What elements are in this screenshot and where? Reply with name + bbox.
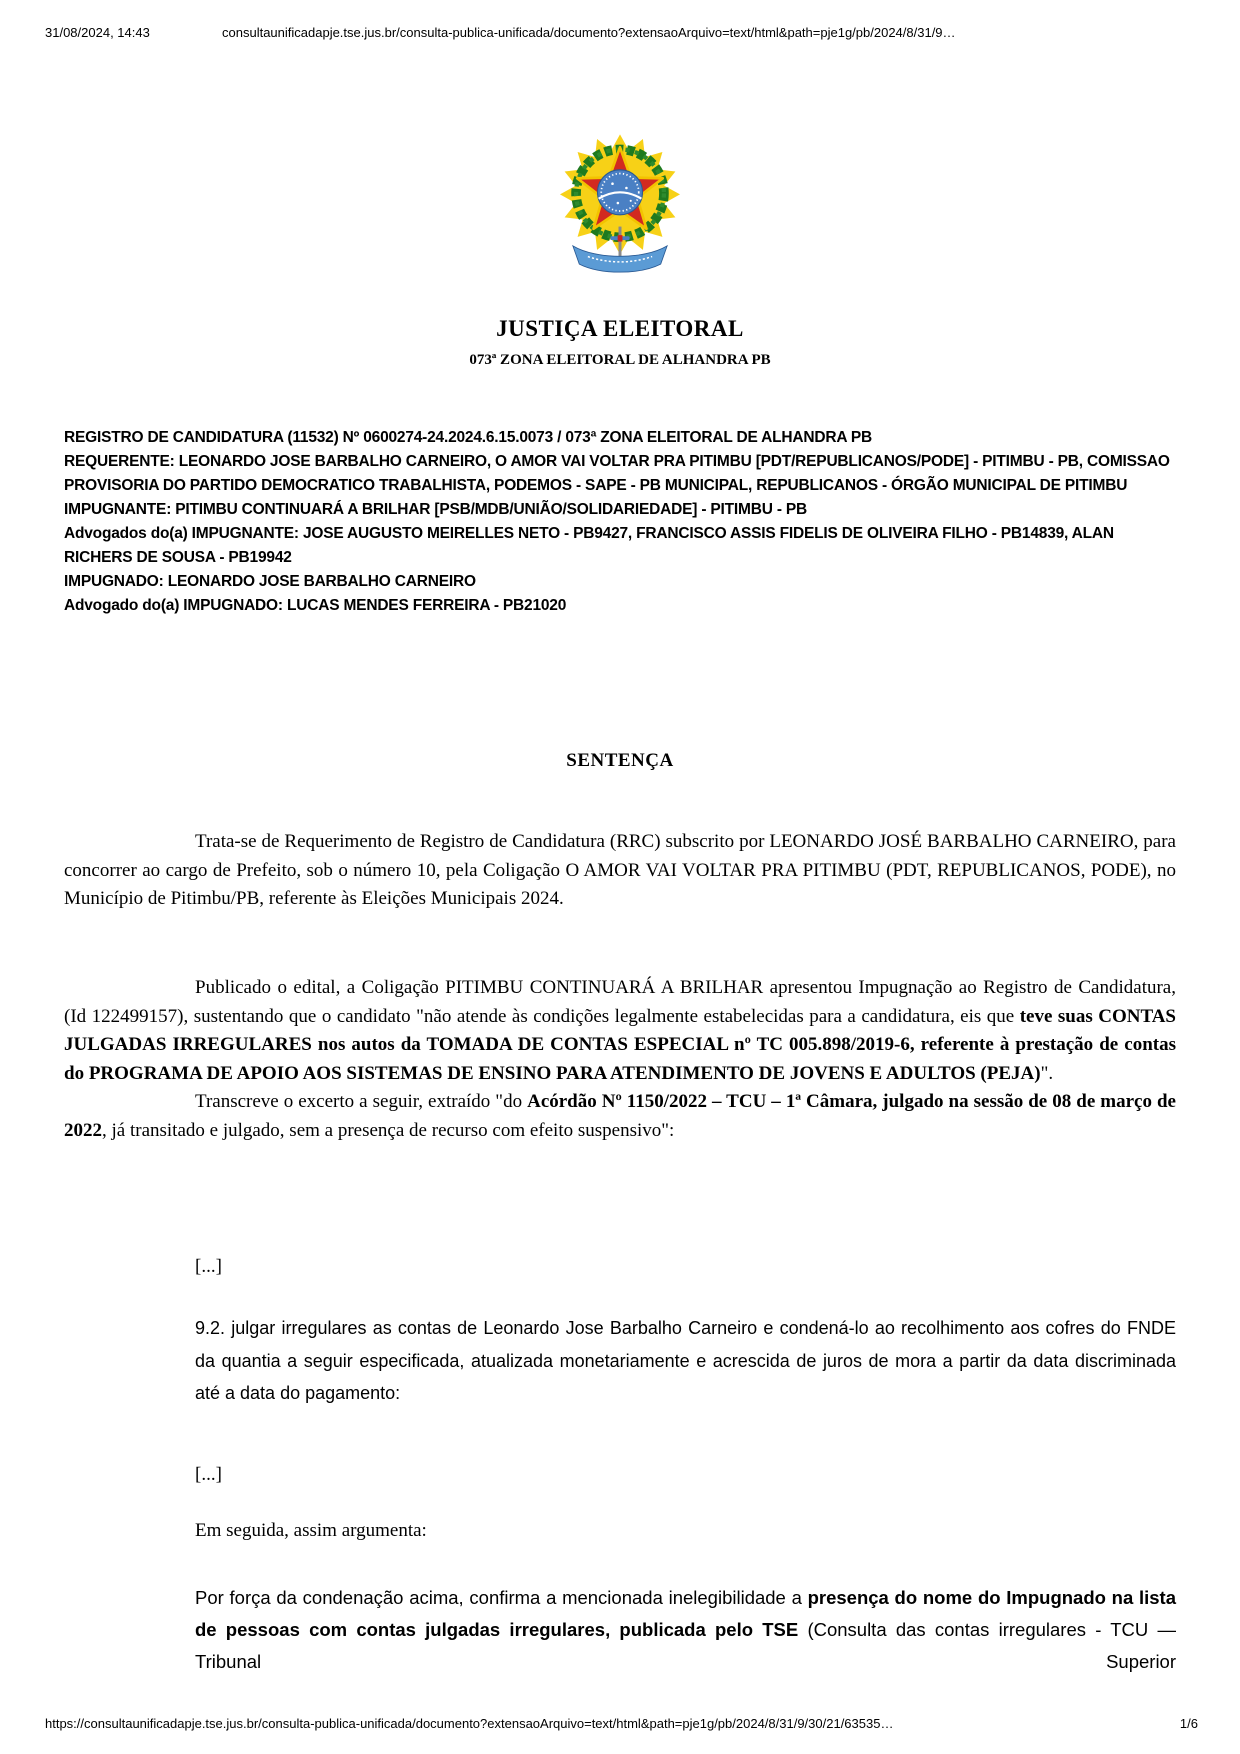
- case-line-requerente: REQUERENTE: LEONARDO JOSE BARBALHO CARNEIRO, O AMOR VAI VOLTAR PRA PITIMBU [PDT/REPUBLICANOS/PODE] - PITIMBU - PB, COMISSAO PROVISORIA DO PARTIDO DEMOCRATICO TRABALHISTA, PODEMOS - SAPE - PB MUNICIPAL, REPUBLICANOS - ÓRGÃO MUNICIPAL DE PITIMBU: [64, 453, 1170, 494]
- case-header-block: [64, 426, 1176, 618]
- paragraph-trata-se: Trata-se de Requerimento de Registro de Candidatura (RRC) subscrito por LEONARDO JOSÉ BARBALHO CARNEIRO, para concorrer ao cargo de Prefeito, sob o número 10, pela Coligação O AMOR VAI VOLTAR PRA PITIMBU (PDT, REPUBLICANOS, PODE), no Município de Pitimbu/PB, referente às Eleições Municipais 2024.: [64, 831, 1176, 909]
- case-line-advogados-impugnante: Advogados do(a) IMPUGNANTE: JOSE AUGUSTO MEIRELLES NETO - PB9427, FRANCISCO ASSIS FIDELIS DE OLIVEIRA FILHO - PB14839, ALAN RICHERS DE SOUSA - PB19942: [64, 525, 1114, 566]
- paragraph-em-seguida: Em seguida, assim argumenta:: [195, 1520, 427, 1541]
- print-header-datetime: 31/08/2024, 14:43: [45, 25, 150, 40]
- print-header-url: consultaunificadapje.tse.jus.br/consulta-publica-unificada/documento?extensaoArquivo=text/html&path=pje1g/pb/2024/8/31/9…: [222, 25, 956, 40]
- paragraph-group-impugnacao: [64, 974, 1176, 1145]
- print-footer: [45, 1716, 1198, 1731]
- paragraph-por-forca: Por força da condenação acima, confirma a mencionada inelegibilidade a presença do nome do Impugnado na lista de pessoas com contas julgadas irregulares, publicada pelo TSE (Consulta das contas irregulares - TCU — Tribunal Superior: [195, 1587, 1177, 1672]
- justice-title: JUSTIÇA ELEITORAL: [496, 316, 744, 341]
- ellipsis-marker-1: [...]: [195, 1256, 222, 1277]
- case-line-processo: REGISTRO DE CANDIDATURA (11532) Nº 0600274-24.2024.6.15.0073 / 073ª ZONA ELEITORAL DE ALHANDRA PB: [64, 429, 873, 446]
- section-title-sentenca: SENTENÇA: [566, 750, 674, 771]
- electoral-zone-subtitle: 073ª ZONA ELEITORAL DE ALHANDRA PB: [469, 352, 771, 368]
- quote-excerpt-tcu: 9.2. julgar irregulares as contas de Leonardo Jose Barbalho Carneiro e condená-lo ao recolhimento aos cofres do FNDE da quantia a seguir especificada, atualizada monetariamente e acrescida de juros de mora a partir da data discriminada até a data do pagamento:: [195, 1318, 1176, 1403]
- brazil-coat-of-arms-icon: [553, 128, 687, 278]
- case-line-impugnado: IMPUGNADO: LEONARDO JOSE BARBALHO CARNEIRO: [64, 573, 476, 590]
- case-line-impugnante: IMPUGNANTE: PITIMBU CONTINUARÁ A BRILHAR [PSB/MDB/UNIÃO/SOLIDARIEDADE] - PITIMBU - PB: [64, 501, 808, 518]
- page-indicator: 1/6: [1179, 1716, 1198, 1731]
- case-line-advogado-impugnado: Advogado do(a) IMPUGNADO: LUCAS MENDES FERREIRA - PB21020: [64, 597, 567, 614]
- print-header: [45, 25, 1198, 40]
- print-footer-url: https://consultaunificadapje.tse.jus.br/consulta-publica-unificada/documento?extensaoArquivo=text/html&path=pje1g/pb/2024/8/31/9/30/21/63535…: [45, 1716, 894, 1731]
- paragraph-transcreve-excerto: Transcreve o excerto a seguir, extraído "do Acórdão Nº 1150/2022 – TCU – 1ª Câmara, julgado na sessão de 08 de março de 2022, já transitado e julgado, sem a presença de recurso com efeito suspensivo":: [64, 1091, 1176, 1141]
- ellipsis-marker-2: [...]: [195, 1464, 222, 1485]
- paragraph-publicado-edital: Publicado o edital, a Coligação PITIMBU CONTINUARÁ A BRILHAR apresentou Impugnação ao Registro de Candidatura, (Id 122499157), sustentando que o candidato "não atende às condições legalmente estabelecidas para a candidatura, eis que teve suas CONTAS JULGADAS IRREGULARES nos autos da TOMADA DE CONTAS ESPECIAL nº TC 005.898/2019-6, referente à prestação de contas do PROGRAMA DE APOIO AOS SISTEMAS DE ENSINO PARA ATENDIMENTO DE JOVENS E ADULTOS (PEJA)".: [64, 977, 1176, 1084]
